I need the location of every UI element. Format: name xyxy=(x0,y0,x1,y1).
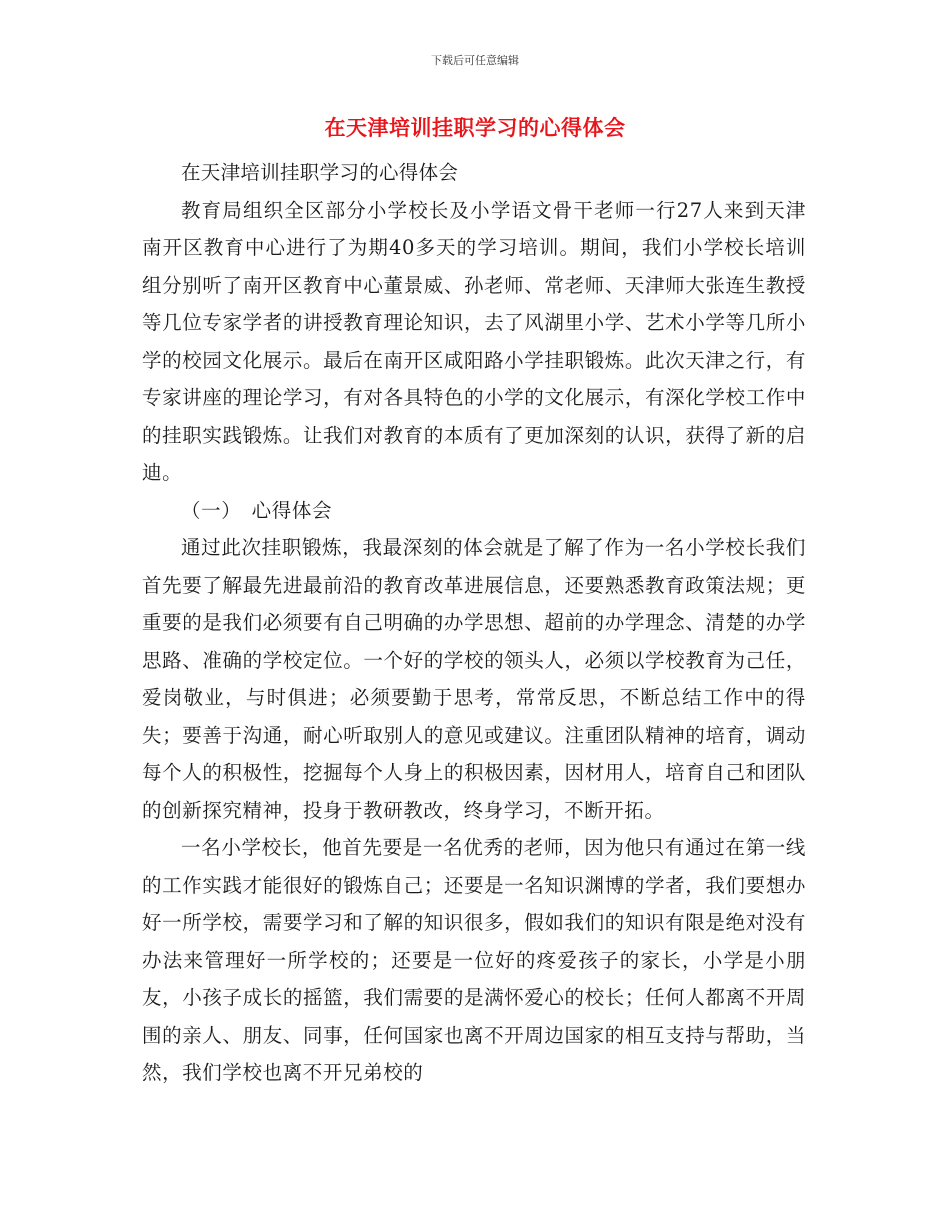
page-header-note: 下载后可任意编辑 xyxy=(431,54,519,67)
paragraph-intro: 教育局组织全区部分小学校长及小学语文骨干老师一行27人来到天津南开区教育中心进行了为期40多天的学习培训。期间，我们小学校长培训组分别听了南开区教育中心董景威、孙老师、常老师、天津师大张连生教授等几位专家学者的讲授教育理论知识，去了风湖里小学、艺术小学等几所小学的校园文化展示。最后在南开区咸阳路小学挂职锻炼。此次天津之行，有专家讲座的理论学习，有对各具特色的小学的文化展示，有深化学校工作中的挂职实践锻炼。让我们对教育的本质有了更加深刻的认识，获得了新的启迪。 xyxy=(142,198,806,484)
document-title: 在天津培训挂职学习的心得体会 xyxy=(324,116,626,140)
document-subtitle: 在天津培训挂职学习的心得体会 xyxy=(181,161,459,184)
paragraph-principal: 一名小学校长，他首先要是一名优秀的老师，因为他只有通过在第一线的工作实践才能很好的锻炼自己；还要是一名知识渊博的学者，我们要想办好一所学校，需要学习和了解的知识很多，假如我们的知识有限是绝对没有办法来管理好一所学校的；还要是一位好的疼爱孩子的家长，小学是小朋友，小孩子成长的摇篮，我们需要的是满怀爱心的校长；任何人都离不开周围的亲人、朋友、同事，任何国家也离不开周边国家的相互支持与帮助，当然，我们学校也离不开兄弟校的 xyxy=(142,836,806,1084)
paragraph-experience: 通过此次挂职锻炼，我最深刻的体会就是了解了作为一名小学校长我们首先要了解最先进最前沿的教育改革进展信息，还要熟悉教育政策法规；更重要的是我们必须要有自己明确的办学思想、超前的办学理念、清楚的办学思路、准确的学校定位。一个好的学校的领头人，必须以学校教育为己任，爱岗敬业，与时俱进；必须要勤于思考，常常反思，不断总结工作中的得失；要善于沟通，耐心听取别人的意见或建议。注重团队精神的培育，调动每个人的积极性，挖掘每个人身上的积极因素，因材用人，培育自己和团队的创新探究精神，投身于教研教改，终身学习，不断开拓。 xyxy=(142,536,806,822)
document-body xyxy=(142,154,806,1092)
section-heading: （一） 心得体会 xyxy=(181,498,333,522)
